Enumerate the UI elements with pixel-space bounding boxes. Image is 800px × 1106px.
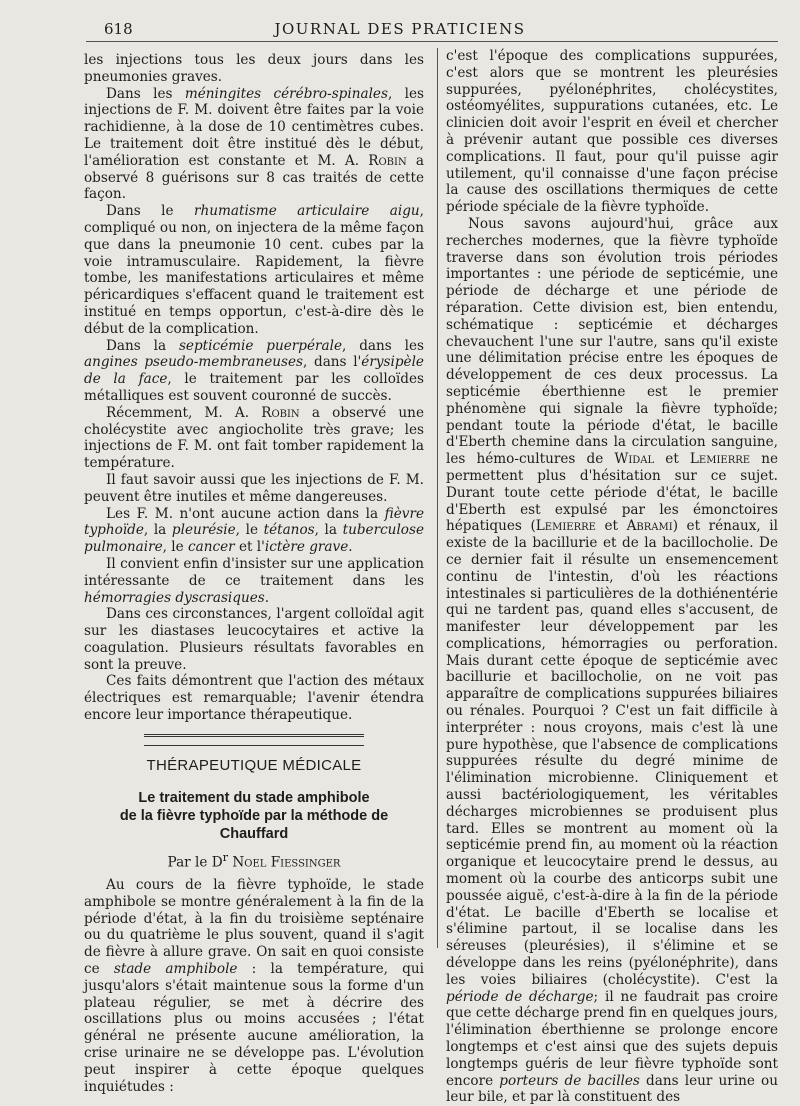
italic-run: pleurésie [171,522,236,539]
author-name: Widal [614,451,655,468]
text-run: dans leur urine ou leur bile, et par là constituent des [446,1072,778,1106]
article-title-line: de la fièvre typhoïde par la méthode de Chauffard [119,807,389,842]
paragraph [446,48,778,216]
paragraph [84,203,424,337]
article-title-line: Le traitement du stade amphibole [138,789,370,806]
text-run: et [595,518,627,535]
author-name: Lemierre [535,518,596,535]
paragraph [84,405,424,472]
text-run: Dans la [106,337,179,354]
text-run: Ces faits démontrent que l'action des métaux électriques est remarquable; l'avenir étendra encore leur importance thérapeutique. [84,673,424,724]
italic-run: septicémie puerpérale [178,337,343,354]
text-run: , dans l' [303,354,362,371]
page-header [0,18,800,40]
text-run: Il faut savoir aussi que les injections de F. M. peuvent être inutiles et même dangereuses. [84,471,424,505]
italic-run: angines pseudo-membraneuses [84,354,303,371]
text-run: . [348,539,353,556]
column-divider [437,48,438,948]
text-run: et [654,451,690,468]
text-run: Récemment, M. A. [106,404,262,421]
text-run: , le traitement par les colloïdes métalliques est souvent couronné de succès. [84,371,425,404]
text-run: ) et rénaux, il existe de la bacillurie et de la bacillocholie. De ce dernier fait il résulte un ensemencement continu de l'intestin, d'où les réactions intestinales si particulières de la dothiénentérie qui ne tardent pas, quand elles s'accusent, de manifester leur développement par les complications, hémorragies ou perforation. Mais durant cette époque de septicémie avec bacillurie et bacillocholie, on ne voit pas apparaître de complications suppurées biliaires ou rénales. Pourquoi ? C'est un fait difficile à interpréter : nous croyons, mais c'est là une pure hypothèse, que l'absence de complications suppurées résulte du degré minime de l'élimination microbienne. Cliniquement et aussi bactériologiquement, les véritables décharges microbiennes se produisent plus tard. Elles se montrent au moment où la septicémie prend fin, au moment où la réaction organique et leucocytaire prend le dessus, au moment où la courbe des anticorps subit une poussée aiguë, c'est-à-dire à la fin de la période d'état. Le bacille d'Eberth se localise et s'élimine partout, il se localise dans les séreuses (pleurésies), il s'élimine et se développe dans les reins (pyélonéphrite), dans les voies biliaires (cholécystite). C'est la [446,518,778,988]
italic-run: ictère grave [264,539,349,556]
italic-run: stade amphibole [113,960,238,977]
text-run: . [264,589,270,606]
section-rule [144,745,364,746]
italic-run: porteurs de bacilles [499,1072,640,1089]
left-column [84,52,424,1095]
paragraph [84,606,424,673]
text-run: Par le D [167,854,223,871]
text-run: ; il ne faudrait pas croire que cette décharge prend fin en quelques jours, l'élimination éberthienne se prolonge encore longtemps et c'est ainsi que des sujets depuis longtemps guéris de leur fièvre typhoïde sont encore [446,988,778,1089]
text-run: : la température, qui jusqu'alors s'était maintenue sous la forme d'un plateau régulier, se met à décrire des oscillations plus ou moins accusées ; l'état général ne présente aucune amélioration, la crise urinaire ne se développe pas. L'évolution peut inspirer à cette époque quelques inquiétudes : [84,960,424,1095]
author-name: Abrami [626,518,673,535]
text-run: c'est l'époque des complications suppurées, c'est alors que se montrent les pleurésies suppurées, pyélonéphrites, cholécystites, ostéomyélites, suppurations cutanées, etc. Le clinicien doit avoir l'esprit en éveil et chercher à prévenir autant que possible ces diverses complications. Il faut, pour qu'il puisse agir utilement, qu'il connaisse d'une façon précise la cause des oscillations thermiques de cette période spéciale de la fièvre typhoïde. [446,48,778,216]
author-name: Noel Fiessinger [232,854,341,871]
italic-run: rhumatisme articulaire aigu [194,203,420,220]
author-name: Robin [368,152,407,169]
text-run: , compliqué ou non, on injectera de la même façon que dans la pneumonie 10 cent. cubes par la voie intramusculaire. Rapidement, la fièvre tombe, les manifestations articulaires et même péricardiques s'effacent quand le traitement est institué en temps opportun, c'est-à-dire dès le début de la complication. [84,203,424,337]
italic-run: fièvre typhoïde [84,505,424,539]
text-run: , les injections de F. M. doivent être faites par la voie rachidienne, à la dose de 10 centimètres cubes. Le traitement doit être institué dès le début, l'amélioration est constante et M. A. [84,85,424,169]
paragraph [84,877,424,1095]
italic-run: période de décharge [446,988,594,1005]
author-name: Robin [261,404,300,421]
paragraph [84,673,424,723]
superscript: r [222,849,229,864]
article-title [84,789,424,843]
paragraph [446,216,778,1106]
paragraph [84,556,424,606]
text-run: a observé 8 guérisons sur 8 cas traités de cette façon. [84,152,424,203]
italic-run: tétanos [263,522,315,539]
header-rule [86,41,778,42]
text-run: et l' [234,539,265,556]
paragraph [84,472,424,506]
text-run: Nous savons aujourd'hui, grâce aux recherches modernes, que la fièvre typhoïde traverse dans son évolution trois périodes importantes : une période de septicémie, une période de décharge et une période de réparation. Cette division est, bien entendu, schématique : septicémie et décharges chevauchent l'une sur l'autre, sans qu'il existe une délimitation précise entre les époques de développement de ces deux processus. La septicémie éberthienne est le premier phénomène qui signale la fièvre typhoïde; pendant toute la période d'état, le bacille d'Eberth chemine dans la circulation sanguine, les hémo-cultures de [446,215,778,468]
text-run: ne permettent plus d'hésitation sur ce sujet. Durant toute cette période d'état, le bacille d'Eberth est expulsé par les émonctoires hépatiques ( [446,451,779,535]
text-run: Il convient enfin d'insister sur une application intéressante de ce traitement dans les [84,555,424,589]
text-run: Les F. M. n'ont aucune action dans la [106,505,385,522]
text-run: a observé une cholécystite avec angiocholite très grave; les injections de F. M. ont fait tomber rapidement la température. [84,404,424,472]
italic-run: hémorragies dyscrasiques [84,589,265,606]
italic-run: cancer [188,539,235,556]
section-title: THÉRAPEUTIQUE MÉDICALE [146,756,362,774]
text-run: , la [143,522,172,539]
text-run: , la [314,522,343,539]
text-run: , le [162,539,188,556]
text-run: Dans ces circonstances, l'argent colloïdal agit sur les diastases leucocytaires et active la coagulation. Plusieurs résultats favorables en sont la preuve. [84,606,424,673]
text-run: Dans les [106,85,185,102]
text-run: , dans les [342,337,424,354]
text-run: Au cours de la fièvre typhoïde, le stade amphibole se montre généralement à la fin de la période d'état, à la fin du troisième septénaire ou du quatrième le plus souvent, quand il s'agit de fièvre à allure grave. On sait en quoi consiste ce [84,877,424,977]
paragraph [84,86,424,204]
paragraph [84,506,424,556]
paragraph [84,52,424,86]
author-name: Lemierre [689,451,751,468]
paragraph [84,338,424,405]
text-run: Dans le [106,203,195,220]
text-run: les injections tous les deux jours dans les pneumonies graves. [84,52,424,85]
italic-run: érysipèle de la face [84,354,424,388]
right-column [446,48,778,1106]
text-run: , le [235,522,264,539]
byline [84,849,424,871]
section-rule [144,734,364,737]
page-number: 618 [104,20,133,38]
italic-run: tuberculose pulmonaire [84,522,424,556]
journal-title: JOURNAL DES PRATICIENS [274,20,526,38]
italic-run: méningites cérébro-spinales [184,85,388,102]
